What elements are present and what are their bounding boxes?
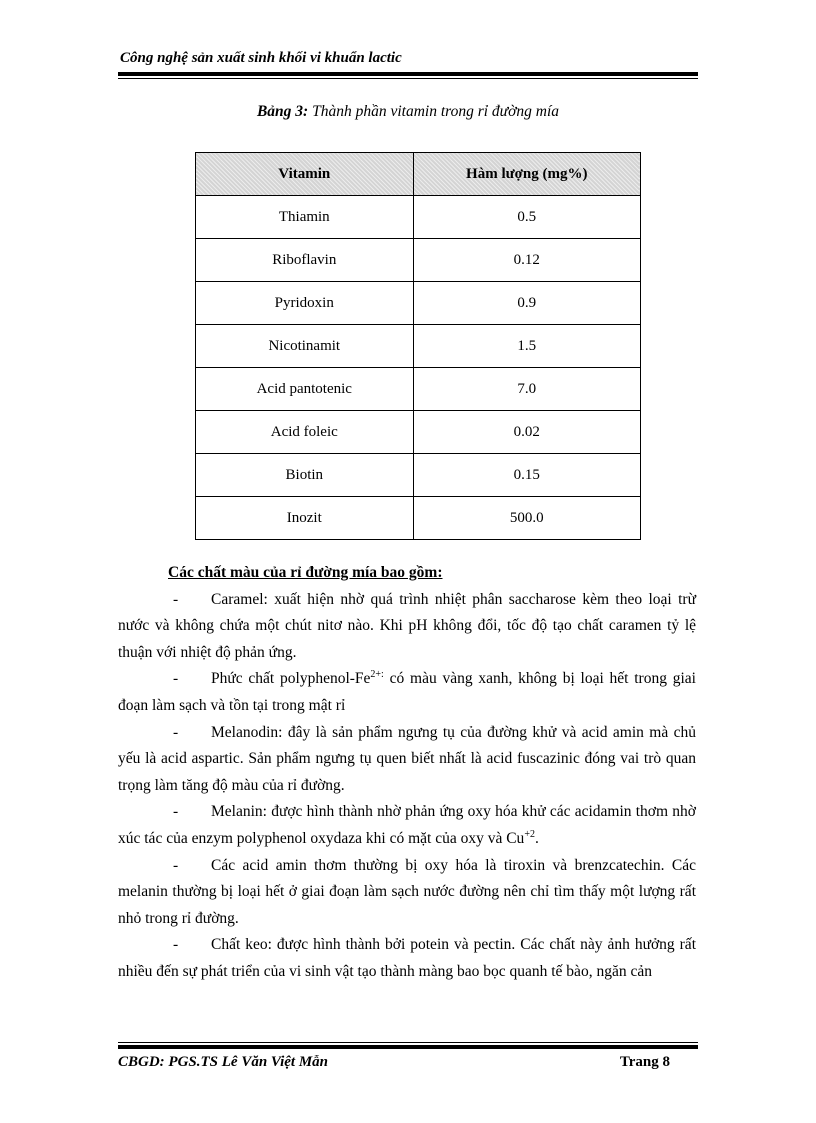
- table-row: [196, 239, 641, 282]
- footer-rule-thin: [118, 1042, 698, 1043]
- vitamin-name: Biotin: [196, 454, 414, 497]
- footer-rule-thick: [118, 1045, 698, 1049]
- footer-author: CBGD: PGS.TS Lê Văn Việt Mẫn: [118, 1054, 329, 1070]
- vitamin-name: Nicotinamit: [196, 325, 414, 368]
- paragraph-text: Các acid amin thơm thường bị oxy hóa là tiroxin và brenzcatechin. Các melanin thường bị loại hết ở giai đoạn làm sạch nước đường nên chỉ tìm thấy một lượng rất nhỏ trong rỉ đường.: [118, 856, 696, 927]
- table-row: [196, 497, 641, 540]
- paragraph-text: Chất keo: được hình thành bởi potein và pectin. Các chất này ảnh hưởng rất nhiều đến sự phát triển của vi sinh vật tạo thành màng bao bọc quanh tế bào, ngăn cản: [118, 936, 696, 980]
- vitamin-name: Acid foleic: [196, 411, 414, 454]
- superscript: +2: [524, 828, 535, 840]
- table-row: [196, 282, 641, 325]
- table-caption: [0, 103, 816, 121]
- vitamin-name: Acid pantotenic: [196, 368, 414, 411]
- vitamin-name: Riboflavin: [196, 239, 414, 282]
- vitamin-value: 0.15: [413, 454, 640, 497]
- paragraph-caramel: [118, 587, 696, 667]
- header-rule-thick: [118, 72, 698, 76]
- vitamin-value: 1.5: [413, 325, 640, 368]
- bullet-dash: -: [173, 723, 179, 741]
- vitamin-name: Inozit: [196, 497, 414, 540]
- table-row: [196, 196, 641, 239]
- vitamin-value: 0.5: [413, 196, 640, 239]
- bullet-dash: -: [173, 670, 179, 688]
- vitamin-name: Pyridoxin: [196, 282, 414, 325]
- bullet-dash: -: [173, 856, 179, 874]
- paragraph-text: Melanodin: đây là sản phẩm ngưng tụ của đường khử và acid amin mà chủ yếu là acid aspartic. Sản phẩm ngưng tụ quen biết nhất là acid fuscazinic đóng vai trò quan trọng làm tăng độ màu của rỉ đường.: [118, 723, 696, 794]
- vitamin-table: [195, 152, 641, 540]
- vitamin-value: 0.12: [413, 239, 640, 282]
- paragraph-text: Caramel: xuất hiện nhờ quá trình nhiệt phân saccharose kèm theo loại trừ nước và không chứa một chút nitơ nào. Khi pH không đổi, tốc độ tạo chất caramen tỷ lệ thuận với nhiệt độ phản ứng.: [118, 590, 696, 661]
- paragraph-amino-acids: [118, 853, 696, 933]
- bullet-dash: -: [173, 590, 179, 608]
- vitamin-name: Thiamin: [196, 196, 414, 239]
- vitamin-value: 7.0: [413, 368, 640, 411]
- paragraph-text: .: [534, 829, 539, 847]
- section-subheading: Các chất màu của rỉ đường mía bao gồm:: [168, 564, 443, 581]
- page-footer: [118, 1054, 698, 1071]
- vitamin-value: 500.0: [413, 497, 640, 540]
- paragraph-text: Melanin: được hình thành nhờ phản ứng oxy hóa khử các acidamin thơm nhờ xúc tác của enzym polyphenol oxydaza khi có mặt của oxy và Cu: [118, 803, 696, 847]
- vitamin-value: 0.02: [413, 411, 640, 454]
- paragraph-text: có màu vàng xanh, không bị loại hết trong giai đoạn làm sạch và tồn tại trong mật rỉ: [118, 670, 696, 714]
- paragraph-polyphenol: [118, 666, 696, 719]
- paragraph-colloids: [118, 932, 696, 985]
- bullet-dash: -: [173, 936, 179, 954]
- paragraph-melanodin: [118, 720, 696, 800]
- caption-label: Bảng 3:: [256, 103, 309, 120]
- vitamin-value: 0.9: [413, 282, 640, 325]
- table-row: [196, 411, 641, 454]
- paragraph-melanin: [118, 799, 696, 852]
- table-header-row: [196, 153, 641, 196]
- page-number: Trang 8: [619, 1054, 670, 1070]
- table-row: [196, 454, 641, 497]
- table-row: [196, 368, 641, 411]
- column-header-vitamin: Vitamin: [196, 153, 414, 196]
- page-header-title: Công nghệ sản xuất sinh khối vi khuẩn lactic: [120, 50, 402, 66]
- paragraph-text: Phức chất polyphenol-Fe: [211, 670, 371, 688]
- column-header-content: Hàm lượng (mg%): [413, 153, 640, 196]
- table-row: [196, 325, 641, 368]
- header-rule-thin: [118, 78, 698, 79]
- caption-text: Thành phần vitamin trong rỉ đường mía: [308, 103, 560, 120]
- body-text: [118, 560, 696, 986]
- bullet-dash: -: [173, 803, 179, 821]
- superscript: 2+:: [370, 669, 384, 681]
